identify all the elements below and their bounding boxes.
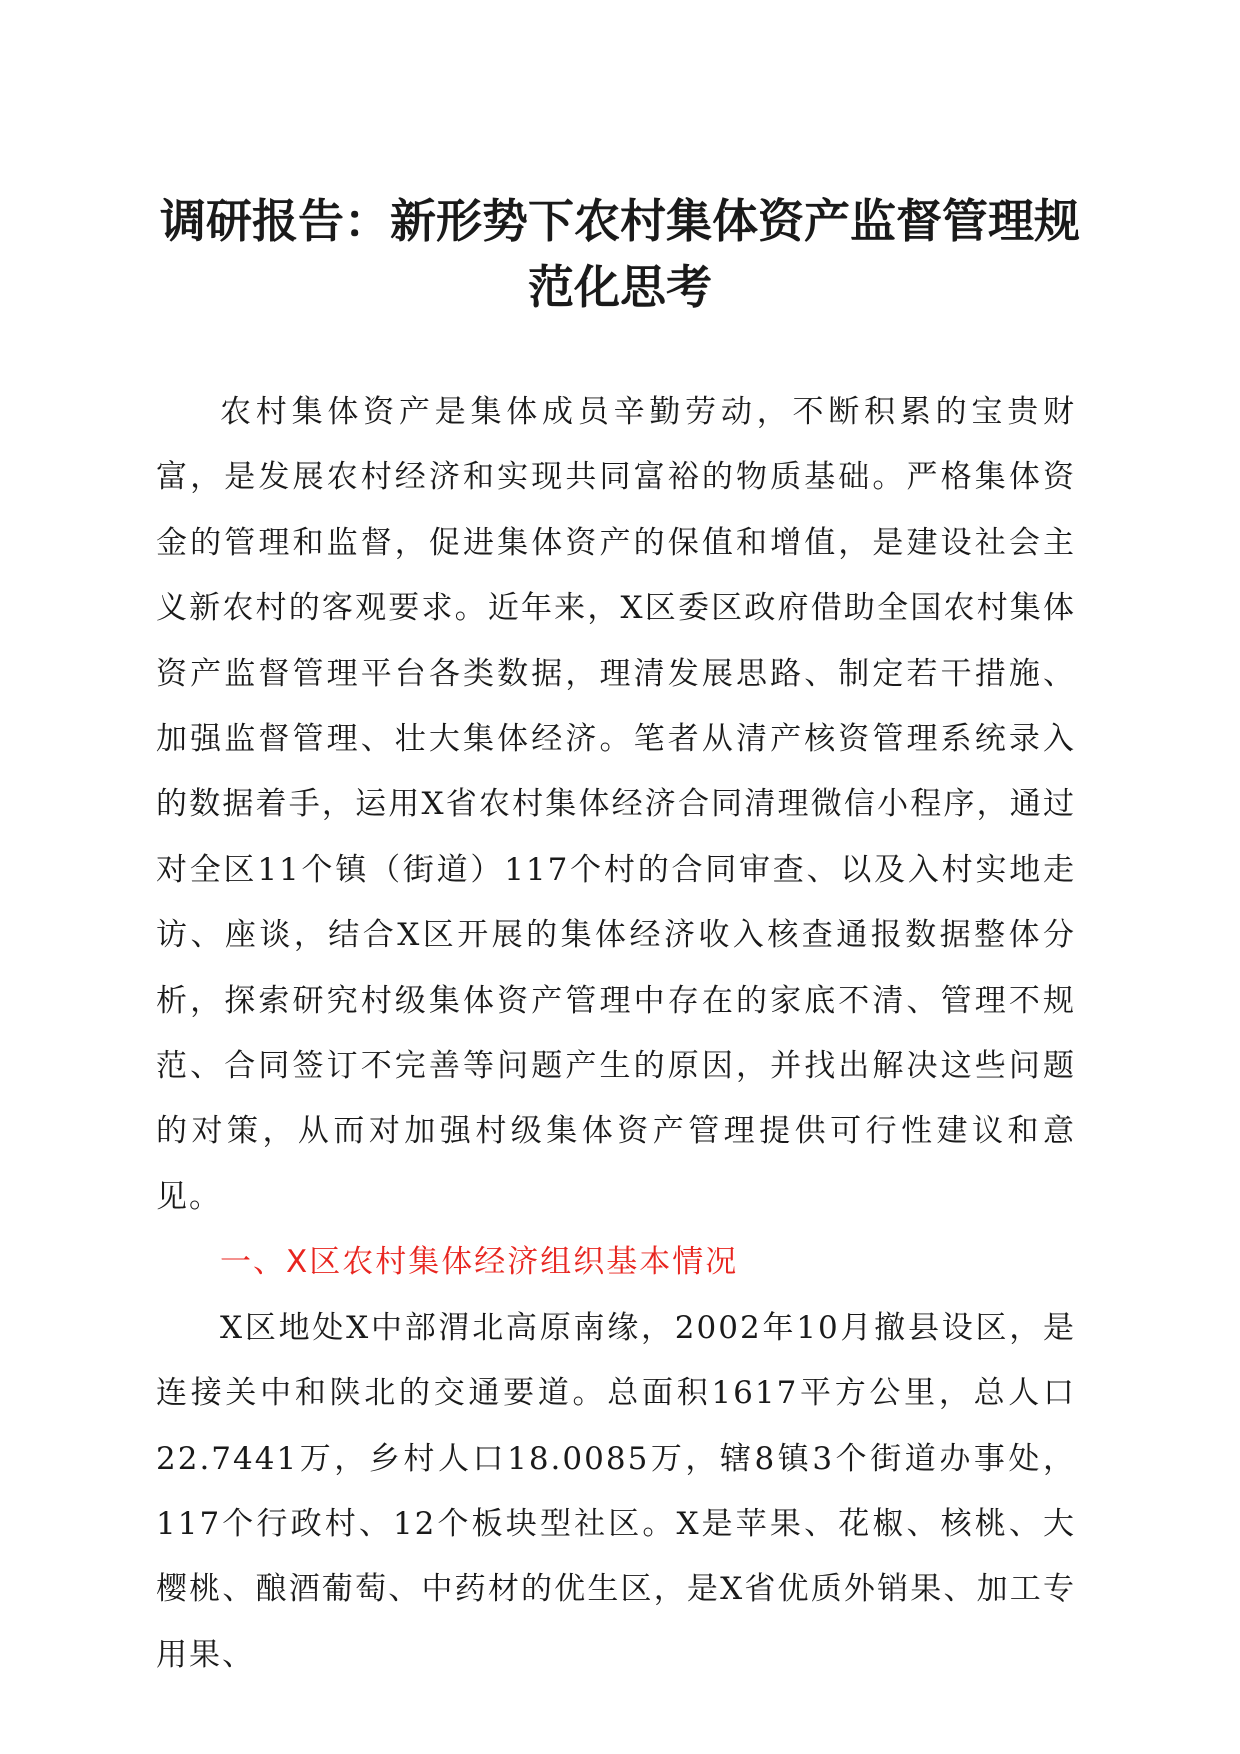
section-paragraph: X区地处X中部渭北高原南缘，2002年10月撤县设区，是连接关中和陕北的交通要道。总面积1617平方公里，总人口22.7441万，乡村人口18.0085万，辖8镇3个街道办事处，117个行政村、12个板块型社区。X是苹果、花椒、核桃、大樱桃、酿酒葡萄、中药材的优生区，是X省优质外销果、加工专用果、 <box>156 1309 1076 1673</box>
intro-paragraph: 农村集体资产是集体成员辛勤劳动，不断积累的宝贵财富，是发展农村经济和实现共同富裕的物质基础。严格集体资金的管理和监督，促进集体资产的保值和增值，是建设社会主义新农村的客观要求。近年来，X区委区政府借助全国农村集体资产监督管理平台各类数据，理清发展思路、制定若干措施、加强监督管理、壮大集体经济。笔者从清产核资管理系统录入的数据着手，运用X省农村集体经济合同清理微信小程序，通过对全区11个镇（街道）117个村的合同审查、以及入村实地走访、座谈，结合X区开展的集体经济收入核查通报数据整体分析，探索研究村级集体资产管理中存在的家底不清、管理不规范、合同签订不完善等问题产生的原因，并找出解决这些问题的对策，从而对加强村级集体资产管理提供可行性建议和意见。 <box>156 394 1076 1215</box>
document-title: 调研报告：新形势下农村集体资产监督管理规范化思考 <box>160 194 1080 314</box>
document-body <box>156 380 1076 1688</box>
section-heading: 一、X区农村集体经济组织基本情况 <box>220 1244 739 1281</box>
